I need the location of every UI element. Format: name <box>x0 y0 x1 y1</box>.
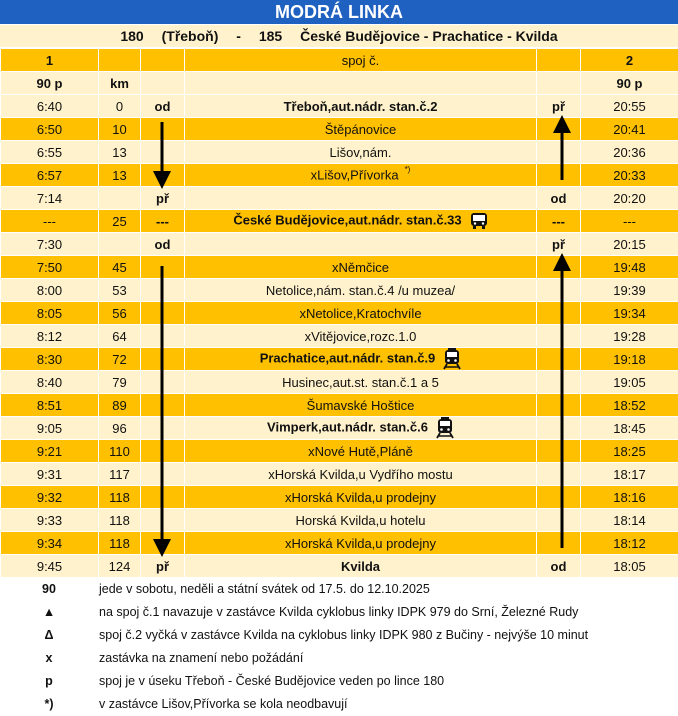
route-line-185: 185 <box>259 25 282 47</box>
legend-symbol: Δ <box>0 624 98 647</box>
time-dir2: 20:55 <box>613 99 646 114</box>
legend-item <box>0 647 678 670</box>
km-value: 96 <box>112 421 126 436</box>
stop-row <box>1 486 678 509</box>
km-value: 118 <box>109 536 130 551</box>
flag-dir2: --- <box>552 214 565 229</box>
flag-dir2: od <box>551 191 567 206</box>
bus-icon <box>470 212 488 230</box>
stop-name: Štěpánovice <box>325 122 397 137</box>
timetable <box>0 48 678 578</box>
flag-dir2: př <box>552 99 565 114</box>
time-dir1: 9:34 <box>37 536 62 551</box>
time-dir1: 8:40 <box>37 375 62 390</box>
time-dir1: 8:00 <box>37 283 62 298</box>
legend-symbol: 90 <box>0 578 98 601</box>
stop-name: Šumavské Hoštice <box>307 398 415 413</box>
km-value: 72 <box>112 352 126 367</box>
km-value: 118 <box>109 513 130 528</box>
stop-row <box>1 256 678 279</box>
time-dir2: 20:33 <box>613 168 646 183</box>
trip-note-2: 90 p <box>581 72 678 95</box>
legend-text: na spoj č.1 navazuje v zastávce Kvilda cyklobus linky IDPK 979 do Srní, Železné Rudy <box>99 601 578 624</box>
stop-row <box>1 164 678 187</box>
legend-item <box>0 578 678 601</box>
stop-name: Kvilda <box>341 559 380 574</box>
legend-text: spoj č.2 vyčká v zastávce Kvilda na cyklobus linky IDPK 980 z Bučiny - nejvýše 10 minut <box>99 624 588 647</box>
flag-dir1: př <box>156 559 169 574</box>
time-dir2: 20:15 <box>613 237 646 252</box>
header-row-notes <box>1 72 678 95</box>
km-value: 13 <box>112 168 126 183</box>
stop-row <box>1 233 678 256</box>
time-dir1: 9:45 <box>37 559 62 574</box>
legend-symbol: ▲ <box>0 601 98 624</box>
km-value: 64 <box>112 329 126 344</box>
trip-number-2: 2 <box>581 49 678 72</box>
km-value: 53 <box>112 283 126 298</box>
km-value: 10 <box>112 122 126 137</box>
header-row-trip <box>1 49 678 72</box>
train-icon <box>436 417 454 439</box>
time-dir1: 7:30 <box>37 237 62 252</box>
stop-row <box>1 532 678 555</box>
time-dir2: 19:28 <box>613 329 646 344</box>
flag-dir1: př <box>156 191 169 206</box>
time-dir1: 9:31 <box>37 467 62 482</box>
time-dir2: 18:52 <box>613 398 646 413</box>
legend-symbol: p <box>0 670 98 693</box>
km-value: 118 <box>109 490 130 505</box>
km-value: 124 <box>109 559 131 574</box>
time-dir1: 6:57 <box>37 168 62 183</box>
stop-row <box>1 371 678 394</box>
km-value: 0 <box>116 99 123 114</box>
time-dir2: 18:16 <box>613 490 646 505</box>
time-dir1: 7:50 <box>37 260 62 275</box>
time-dir2: --- <box>623 214 636 229</box>
stop-row <box>1 348 678 371</box>
stop-name: Horská Kvilda,u hotelu <box>295 513 425 528</box>
stop-name: xHorská Kvilda,u prodejny <box>285 536 436 551</box>
km-value: 45 <box>112 260 126 275</box>
route-name: České Budějovice - Prachatice - Kvilda <box>300 25 558 47</box>
stop-name: Vimperk,aut.nádr. stan.č.6 <box>267 419 428 434</box>
stop-name: Husinec,aut.st. stan.č.1 a 5 <box>282 375 439 390</box>
km-value: 79 <box>112 375 126 390</box>
km-value: 89 <box>112 398 126 413</box>
route-line-180: 180 <box>120 25 143 47</box>
legend-item <box>0 693 678 716</box>
flag-dir1: od <box>155 99 171 114</box>
stop-row <box>1 210 678 233</box>
legend-notes <box>0 578 678 716</box>
stop-name: Prachatice,aut.nádr. stan.č.9 <box>260 350 436 365</box>
time-dir2: 19:34 <box>613 306 646 321</box>
flag-dir2: př <box>552 237 565 252</box>
time-dir1: 6:50 <box>37 122 62 137</box>
time-dir2: 20:36 <box>613 145 646 160</box>
legend-text: v zastávce Lišov,Přívorka se kola neodbavují <box>99 693 348 716</box>
stop-row <box>1 417 678 440</box>
stop-name: Lišov,nám. <box>330 145 392 160</box>
legend-text: zastávka na znamení nebo požádání <box>99 647 303 670</box>
stop-row <box>1 187 678 210</box>
stop-row <box>1 555 678 578</box>
km-value: 13 <box>112 145 126 160</box>
time-dir2: 20:20 <box>613 191 646 206</box>
time-dir2: 18:05 <box>613 559 646 574</box>
footnote-mark: *) <box>405 165 411 174</box>
legend-text: jede v sobotu, neděli a státní svátek od 17.5. do 12.10.2025 <box>99 578 430 601</box>
legend-symbol: x <box>0 647 98 670</box>
time-dir2: 19:39 <box>613 283 646 298</box>
time-dir2: 19:18 <box>613 352 646 367</box>
stop-row <box>1 394 678 417</box>
trip-number-1: 1 <box>1 49 99 72</box>
line-title: MODRÁ LINKA <box>0 0 678 24</box>
stop-name: České Budějovice,aut.nádr. stan.č.33 <box>233 212 461 227</box>
time-dir1: 9:32 <box>37 490 62 505</box>
time-dir1: 8:51 <box>37 398 62 413</box>
stop-name: xVitějovice,rozc.1.0 <box>305 329 417 344</box>
stop-name: Netolice,nám. stan.č.4 /u muzea/ <box>266 283 455 298</box>
stop-name: xHorská Kvilda,u Vydřího mostu <box>268 467 452 482</box>
time-dir1: 8:30 <box>37 352 62 367</box>
time-dir2: 18:12 <box>613 536 646 551</box>
stop-row <box>1 509 678 532</box>
km-value: 56 <box>112 306 126 321</box>
stop-name: Třeboň,aut.nádr. stan.č.2 <box>284 99 438 114</box>
stop-name: xHorská Kvilda,u prodejny <box>285 490 436 505</box>
time-dir2: 20:41 <box>613 122 646 137</box>
legend-item <box>0 670 678 693</box>
time-dir1: --- <box>43 214 56 229</box>
stop-row <box>1 95 678 118</box>
route-dash: - <box>236 25 241 47</box>
trip-label: spoj č. <box>185 49 537 72</box>
time-dir2: 18:14 <box>613 513 646 528</box>
stop-name: xLišov,Přívorka <box>311 168 399 183</box>
stop-row <box>1 325 678 348</box>
legend-text: spoj je v úseku Třeboň - České Budějovice veden po lince 180 <box>99 670 444 693</box>
stop-row <box>1 440 678 463</box>
route-town: (Třeboň) <box>162 25 219 47</box>
stop-row <box>1 463 678 486</box>
stop-name: xNové Hutě,Pláně <box>308 444 413 459</box>
km-value: 117 <box>109 467 130 482</box>
legend-item <box>0 601 678 624</box>
time-dir1: 8:12 <box>37 329 62 344</box>
km-value: 25 <box>112 214 126 229</box>
stop-row <box>1 302 678 325</box>
trip-note-1: 90 p <box>1 72 99 95</box>
time-dir2: 19:05 <box>613 375 646 390</box>
time-dir1: 7:14 <box>37 191 62 206</box>
time-dir2: 18:25 <box>613 444 646 459</box>
time-dir1: 6:55 <box>37 145 62 160</box>
flag-dir2: od <box>551 559 567 574</box>
train-icon <box>443 348 461 370</box>
stop-row <box>1 279 678 302</box>
stop-row <box>1 141 678 164</box>
flag-dir1: --- <box>156 214 169 229</box>
stop-name: xNetolice,Kratochvíle <box>299 306 421 321</box>
time-dir2: 18:17 <box>613 467 646 482</box>
stop-row <box>1 118 678 141</box>
time-dir2: 18:45 <box>613 421 646 436</box>
route-header <box>0 25 678 47</box>
legend-item <box>0 624 678 647</box>
flag-dir1: od <box>155 237 171 252</box>
km-value: 110 <box>109 444 130 459</box>
time-dir1: 9:21 <box>37 444 62 459</box>
time-dir1: 9:05 <box>37 421 62 436</box>
time-dir2: 19:48 <box>613 260 646 275</box>
legend-symbol: *) <box>0 693 98 716</box>
time-dir1: 9:33 <box>37 513 62 528</box>
km-header: km <box>99 72 141 95</box>
time-dir1: 8:05 <box>37 306 62 321</box>
stop-name: xNěmčice <box>332 260 389 275</box>
time-dir1: 6:40 <box>37 99 62 114</box>
